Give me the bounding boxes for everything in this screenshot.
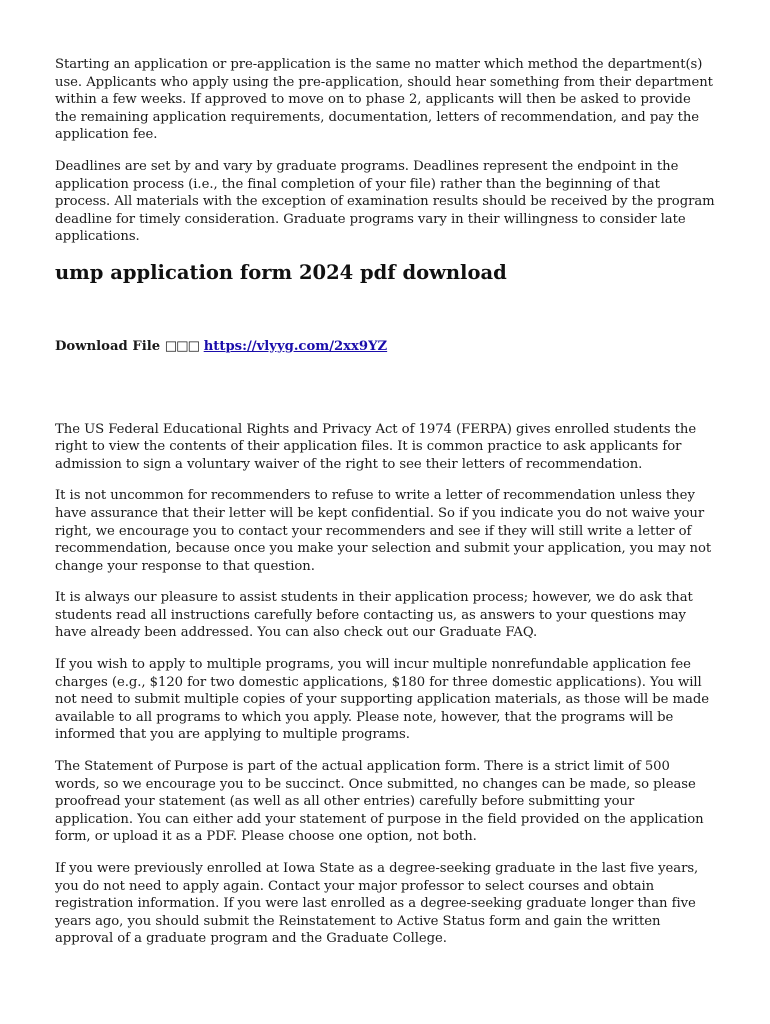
paragraph-recommenders: It is not uncommon for recommenders to refuse to write a letter of recommendation unless they have assurance that their letter will be kept confidential. So if you indicate you do not waive your right, we encourage you to contact your recommenders and see if they will still write a letter of recommendation, because once you make your selection and submit your application, you may not change your response to that question. (55, 488, 712, 574)
paragraph-ferpa: The US Federal Educational Rights and Privacy Act of 1974 (FERPA) gives enrolled students the right to view the contents of their application files. It is common practice to ask applicants for admission to sign a voluntary waiver of the right to see their letters of recommendation. (55, 421, 697, 472)
paragraph-reinstatement: If you were previously enrolled at Iowa State as a degree-seeking graduate in the last five years, you do not need to apply again. Contact your major professor to select courses and obtain registration information. If you were last enrolled as a degree-seeking graduate longer than five years ago, you should submit the Reinstatement to Active Status form and gain the written approval of a graduate program and the Graduate College. (55, 861, 699, 947)
paragraph-deadlines: Deadlines are set by and vary by graduate programs. Deadlines represent the endpoint in the application process (i.e., the final completion of your file) rather than the beginning of that process. All materials with the exception of examination results should be received by the program deadline for timely consideration. Graduate programs vary in their willingness to consider late applications. (55, 158, 715, 245)
download-link[interactable]: https://vlyyg.com/2xx9YZ (203, 338, 388, 354)
download-line (55, 338, 715, 356)
download-label: Download File (55, 338, 161, 354)
paragraph-application-process: Starting an application or pre-application is the same no matter which method the department(s) use. Applicants who apply using the pre-application, should hear something from their department within a few weeks. If approved to move on to phase 2, applicants will then be asked to provide the remaining application requirements, documentation, letters of recommendation, and pay the application fee. (55, 57, 713, 143)
paragraph-multiple-programs: If you wish to apply to multiple programs, you will incur multiple nonrefundable application fee charges (e.g., $120 for two domestic applications, $180 for three domestic applications). You will not need to submit multiple copies of your supporting application materials, as those will be made available to all programs to which you apply. Please note, however, that the programs will be informed that you are applying to multiple programs. (55, 657, 709, 743)
page-title: ump application form 2024 pdf download (55, 260, 507, 284)
paragraph-assistance: It is always our pleasure to assist students in their application process; however, we do ask that students read all instructions carefully before contacting us, as answers to your questions may have already been addressed. You can also check out our Graduate FAQ. (55, 590, 693, 641)
placeholder-glyphs: □□□ (164, 338, 200, 354)
spacer (55, 356, 715, 421)
paragraph-statement-of-purpose: The Statement of Purpose is part of the actual application form. There is a strict limit of 500 words, so we encourage you to be succinct. Once submitted, no changes can be made, so please proofread your statement (as well as all other entries) carefully before submitting your application. You can either add your statement of purpose in the field provided on the application form, or upload it as a PDF. Please choose one option, not both. (55, 759, 704, 845)
